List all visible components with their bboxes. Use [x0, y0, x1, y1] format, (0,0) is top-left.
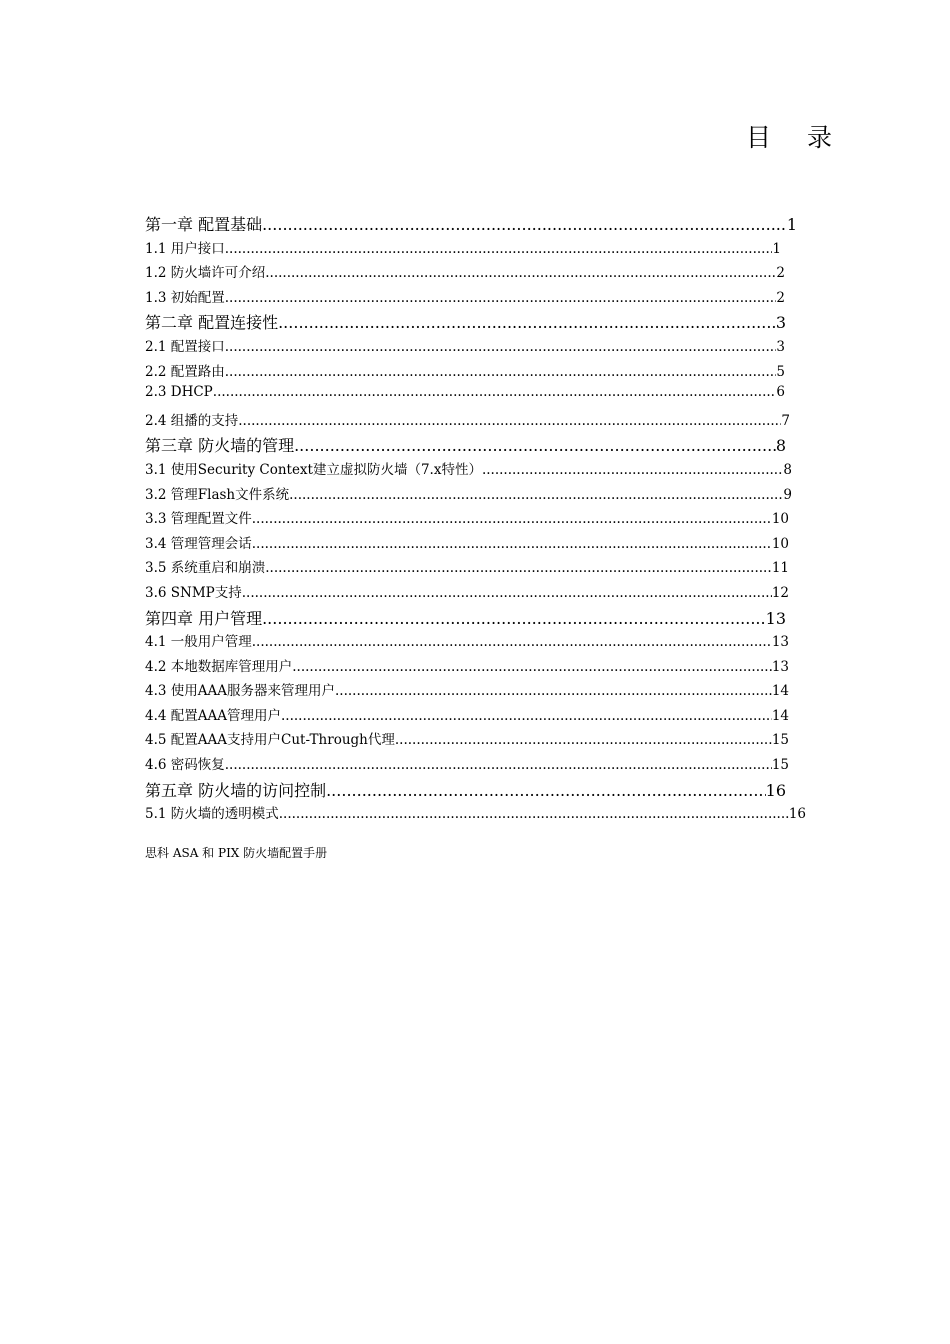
table-of-contents: [145, 212, 805, 827]
toc-page: 11: [771, 560, 789, 577]
toc-leader: [279, 806, 789, 822]
toc-label: 1.3 初始配置: [145, 289, 225, 306]
toc-entry[interactable]: [145, 261, 785, 286]
toc-page: 2: [776, 265, 785, 282]
toc-leader: [225, 364, 777, 380]
toc-label: 3.4 管理管理会话: [145, 535, 252, 552]
toc-page: 3: [776, 338, 785, 355]
toc-label: 2.2 配置路由: [145, 363, 225, 380]
toc-label: 2.1 配置接口: [145, 338, 225, 355]
toc-entry[interactable]: [145, 384, 785, 409]
toc-entry[interactable]: [145, 704, 789, 729]
toc-entry[interactable]: [145, 655, 789, 680]
toc-leader: [326, 781, 766, 800]
toc-label: 第四章 用户管理: [145, 608, 263, 628]
toc-label: 第二章 配置连接性: [145, 313, 279, 333]
toc-entry[interactable]: [145, 212, 797, 237]
toc-label: 4.3 使用AAA服务器来管理用户: [145, 683, 336, 700]
toc-page: 8: [775, 436, 786, 456]
toc-page: 16: [788, 806, 806, 823]
toc-label: 第三章 防火墙的管理: [145, 436, 295, 456]
toc-page: 1: [772, 240, 781, 257]
toc-label: 3.1 使用Security Context建立虚拟防火墙（7.x特性）: [145, 461, 482, 478]
toc-label: 3.6 SNMP支持: [145, 584, 242, 601]
toc-page: 10: [771, 535, 789, 552]
toc-entry[interactable]: [145, 581, 789, 606]
toc-leader: [262, 215, 787, 234]
toc-leader: [225, 290, 777, 306]
toc-label: 3.2 管理Flash文件系统: [145, 486, 290, 503]
toc-label: 1.1 用户接口: [145, 240, 225, 257]
toc-leader: [289, 487, 783, 503]
toc-leader: [335, 683, 772, 699]
toc-page: 8: [783, 461, 792, 478]
toc-leader: [482, 462, 783, 478]
toc-page: 15: [771, 757, 789, 774]
toc-label: 4.1 一般用户管理: [145, 634, 252, 651]
toc-label: 4.4 配置AAA管理用户: [145, 707, 282, 724]
toc-page: 10: [771, 511, 789, 528]
toc-label: 5.1 防火墙的透明模式: [145, 806, 279, 823]
toc-leader: [225, 241, 773, 257]
toc-leader: [213, 384, 777, 400]
toc-page: 15: [771, 732, 789, 749]
toc-page: 13: [771, 658, 789, 675]
toc-leader: [238, 413, 781, 429]
toc-label: 第五章 防火墙的访问控制: [145, 780, 327, 800]
toc-leader: [281, 708, 772, 724]
toc-entry[interactable]: [145, 728, 789, 753]
toc-page: 3: [775, 313, 786, 333]
toc-entry[interactable]: [145, 753, 789, 778]
toc-leader: [265, 265, 776, 281]
toc-page: 9: [783, 486, 792, 503]
toc-page: 1: [786, 215, 797, 234]
toc-leader: [278, 313, 776, 332]
toc-entry[interactable]: [145, 507, 789, 532]
toc-entry[interactable]: [145, 556, 789, 581]
toc-entry[interactable]: [145, 532, 789, 557]
toc-entry[interactable]: [145, 433, 786, 458]
toc-label: 2.4 组播的支持: [145, 412, 239, 429]
toc-label: 2.3 DHCP: [145, 384, 213, 401]
toc-leader: [225, 339, 777, 355]
toc-entry[interactable]: [145, 606, 786, 631]
toc-page: 2: [776, 289, 785, 306]
toc-entry[interactable]: [145, 483, 792, 508]
document-footer: 思科 ASA 和 PIX 防火墙配置手册: [145, 846, 328, 860]
toc-entry[interactable]: [145, 409, 790, 434]
toc-entry[interactable]: [145, 360, 785, 385]
toc-label: 3.5 系统重启和崩溃: [145, 560, 266, 577]
toc-label: 4.6 密码恢复: [145, 757, 225, 774]
toc-entry[interactable]: [145, 286, 785, 311]
toc-entry[interactable]: [145, 310, 786, 335]
page-title: 目 录: [746, 123, 846, 152]
toc-leader: [265, 560, 772, 576]
toc-entry[interactable]: [145, 679, 789, 704]
toc-page: 14: [771, 683, 789, 700]
toc-leader: [395, 732, 772, 748]
toc-label: 4.2 本地数据库管理用户: [145, 658, 293, 675]
toc-page: 13: [771, 634, 789, 651]
toc-page: 13: [765, 608, 786, 628]
toc-page: 6: [776, 384, 785, 401]
toc-label: 1.2 防火墙许可介绍: [145, 265, 266, 282]
toc-leader: [252, 634, 772, 650]
toc-entry[interactable]: [145, 335, 785, 360]
toc-page: 7: [781, 412, 790, 429]
toc-leader: [225, 757, 772, 773]
toc-entry[interactable]: [145, 778, 786, 803]
toc-label: 3.3 管理配置文件: [145, 511, 252, 528]
toc-label: 4.5 配置AAA支持用户Cut-Through代理: [145, 732, 395, 749]
toc-leader: [252, 536, 772, 552]
toc-leader: [252, 511, 772, 527]
toc-entry[interactable]: [145, 630, 789, 655]
toc-label: 第一章 配置基础: [145, 215, 263, 234]
toc-leader: [262, 609, 766, 628]
toc-entry[interactable]: [145, 237, 781, 262]
toc-page: 12: [771, 584, 789, 601]
toc-leader: [294, 436, 776, 455]
toc-page: 5: [776, 363, 785, 380]
toc-leader: [292, 659, 772, 675]
toc-page: 16: [765, 780, 786, 800]
toc-entry[interactable]: [145, 802, 806, 827]
toc-entry[interactable]: [145, 458, 792, 483]
toc-page: 14: [771, 707, 789, 724]
toc-leader: [242, 585, 772, 601]
